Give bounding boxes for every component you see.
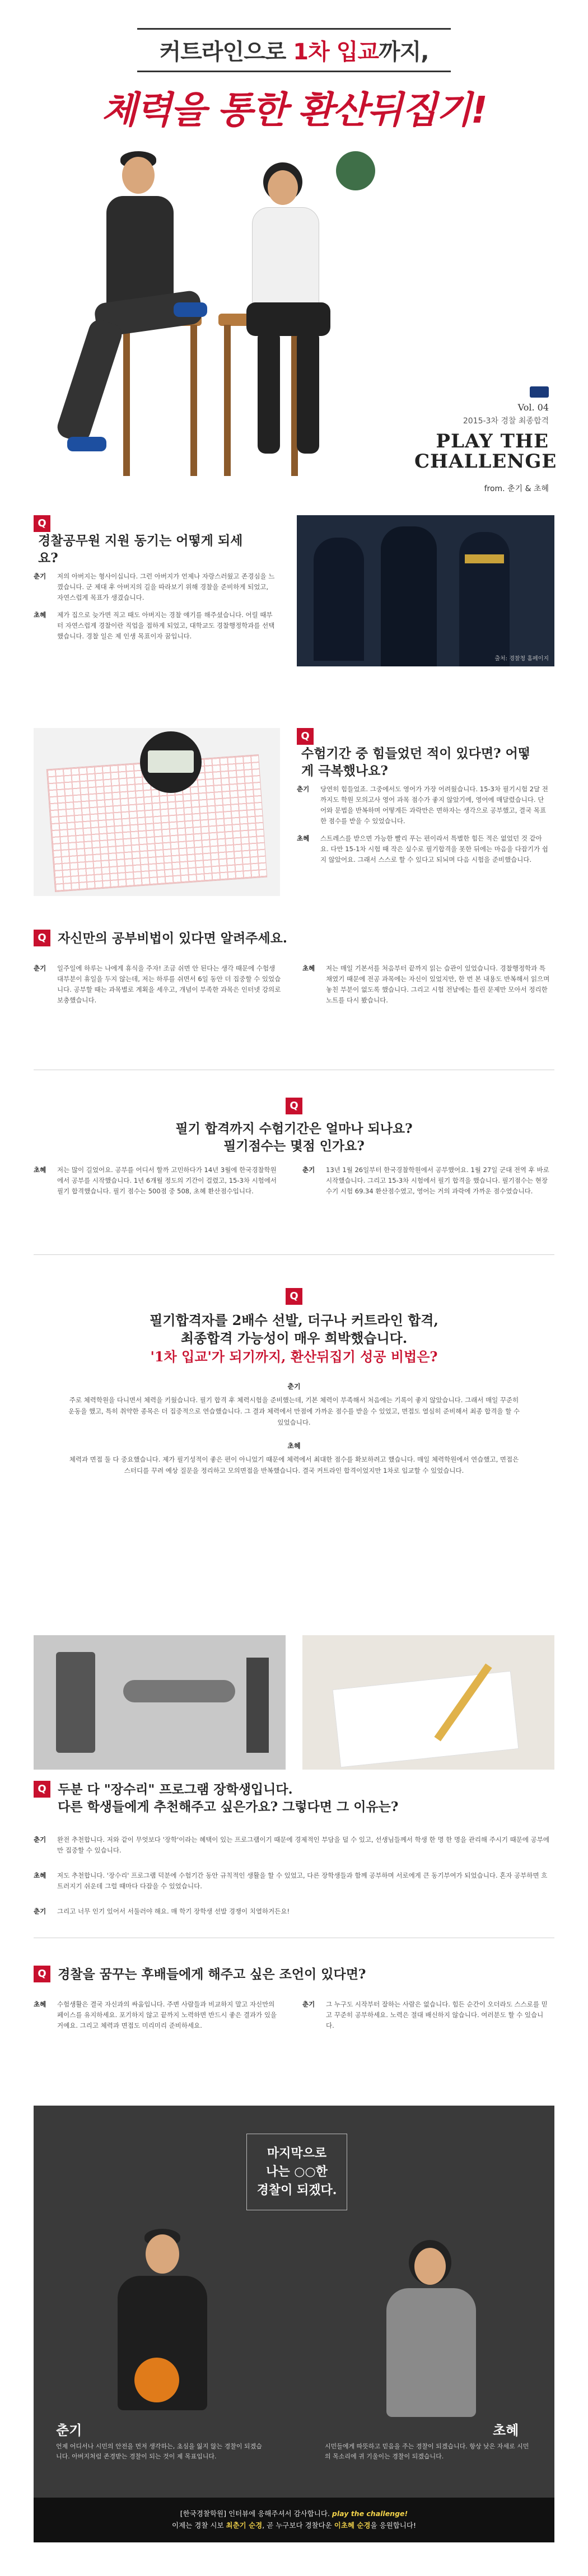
answer-text: 그 누구도 시작부터 잘하는 사람은 없습니다. 힘든 순간이 오더라도 스스로를 믿고 꾸준히 공부하세요. 노력은 절대 배신하지 않습니다. 여러분도 할 수 있습니다. <box>326 2000 548 2029</box>
play-title <box>414 430 557 473</box>
photo-row <box>34 1635 554 1770</box>
hero <box>0 0 588 521</box>
answer <box>302 1999 554 2031</box>
question <box>34 515 280 567</box>
question-title-line: '1차 입교'가 되기까지, 환산뒤집기 성공 비법은? <box>150 1348 438 1365</box>
closing-name2: 이초혜 순경 <box>334 2521 371 2530</box>
speaker-name: 춘기 <box>302 1166 315 1174</box>
answer-text: 수험생활은 결국 자신과의 싸움입니다. 주변 사람들과 비교하지 말고 자신만의 페이스를 유지하세요. 포기하지 않고 끝까지 노력하면 반드시 좋은 결과가 있을 거예요. 그리고 체력과 면접도 미리미리 준비하세요. <box>57 2000 277 2029</box>
qa-hardship <box>34 728 554 918</box>
gym-photo <box>34 1635 286 1770</box>
answer <box>297 784 554 827</box>
qa-advice <box>34 1966 554 2094</box>
police-badge-icon <box>530 386 549 398</box>
answer-text: 일주일에 하루는 나에게 휴식을 주자! 조금 쉬면 안 된다는 생각 때문에 수험생 대부분이 휴일을 두지 않는데, 저는 하루를 쉬면서 6일 동안 더 집중할 수 있었습니다. 공부할 때는 과목별로 계획을 세우고, 개념이 부족한 과목은 인터넷 강의로 보충했습니다. <box>57 964 281 1004</box>
answer-text: 완전 추천합니다. 저와 같이 무엇보다 '장학'이라는 혜택이 있는 프로그램이기 때문에 경제적인 부담을 덜 수 있고, 선생님들께서 학생 한 명 한 명을 관리해 주시기 때문에 공부에만 집중할 수 있습니다. <box>57 1836 549 1854</box>
speaker-name: 춘기 <box>297 785 310 793</box>
answer <box>34 963 286 1006</box>
answer-text: 체력과 면접 둘 다 중요했습니다. 제가 필기성적이 좋은 편이 아니었기 때문에 체력에서 최대한 점수를 확보하려고 했습니다. 매일 체력학원에서 연습했고, 면접은 스터디를 꾸려 예상 질문을 정리하고 모의면접을 반복했습니다. 결국 커트라인 합격이었지만 1차로 입교할 수 있었습니다. <box>69 1455 519 1474</box>
q-badge: Q <box>297 728 314 745</box>
speaker-name: 춘기 <box>34 1836 46 1844</box>
motto-line: 경찰이 되겠다. <box>256 2183 337 2197</box>
speaker-name: 초혜 <box>34 1166 46 1174</box>
answer <box>34 1870 554 1892</box>
speaker-name: 춘기 <box>287 1383 301 1391</box>
hero-headline <box>34 28 554 133</box>
speaker-name: 춘기 <box>34 572 46 580</box>
police-ceremony-photo <box>297 515 554 666</box>
play-line1: PLAY THE <box>436 430 549 452</box>
q-badge: Q <box>34 930 50 946</box>
qa-study-method <box>34 930 554 1075</box>
closing-line1-em: play the challenge! <box>332 2509 408 2518</box>
answer <box>34 1999 286 2031</box>
answer <box>34 1165 286 1197</box>
play-line2: CHALLENGE <box>414 450 557 473</box>
divider <box>34 1254 554 1255</box>
question-title-line: 필기 합격까지 수험기간은 얼마나 되나요? <box>175 1121 413 1136</box>
question-title-line: 필기합격자를 2배수 선발, 더구나 커트라인 합격, <box>150 1312 438 1328</box>
answer <box>34 571 280 603</box>
q-badge: Q <box>286 1098 302 1114</box>
qa-exam-period <box>34 1092 554 1260</box>
answers <box>34 1382 554 1476</box>
hero-line1-strong: 1차 입교 <box>293 39 379 65</box>
hero-photo <box>34 129 381 487</box>
motto-box <box>246 2134 347 2210</box>
question-title <box>34 1120 554 1155</box>
closing-line2-mid: , 곧 누구보다 경찰다운 <box>262 2521 334 2530</box>
right-text: 시민들에게 따뜻하고 믿음을 주는 경찰이 되겠습니다. 항상 낮은 자세로 시민의 목소리에 귀 기울이는 경찰이 되겠습니다. <box>325 2443 529 2460</box>
vol-number: Vol. 04 <box>517 402 549 413</box>
question-title: 경찰공무원 지원 동기는 어떻게 되세요? <box>38 533 243 566</box>
question-title-line: 필기점수는 몇점 인가요? <box>223 1138 365 1154</box>
answer-text: 저의 아버지는 형사이십니다. 그런 아버지가 언제나 자랑스러웠고 존경심을 느꼈습니다. 군 제대 후 아버지의 길을 따라보기 위해 경찰을 준비하게 되었고, 자연스럽게 목표가 생겼습니다. <box>57 572 275 601</box>
q-badge: Q <box>34 1781 50 1798</box>
question-title-line: 다른 학생들에게 추천해주고 싶은가요? 그렇다면 그 이유는? <box>58 1799 399 1815</box>
speaker-name: 초혜 <box>34 610 46 619</box>
answer <box>34 1906 554 1917</box>
qa-program <box>34 1781 554 1943</box>
vol-subtitle: 2015-3차 경찰 최종합격 <box>463 417 549 426</box>
answers <box>297 784 554 865</box>
question <box>34 930 554 947</box>
left-name: 춘기 <box>56 2422 82 2438</box>
closing-line2 <box>34 2519 554 2531</box>
closing-line1 <box>34 2508 554 2519</box>
answer-text: 당연히 힘들었죠. 그중에서도 영어가 가장 어려웠습니다. 15-3차 필기시험 2달 전까지도 학원 모의고사 영어 과목 점수가 좋지 않았기에, 영어에 매달렸습니다. 단어와 문법을 반복하며 어떻게든 과락만은 면하자는 생각으로 공부했고, 결국 목표한 점수를 받을 수 있었습니다. <box>320 785 548 825</box>
motto-line: 나는 ○○한 <box>266 2164 328 2179</box>
question-title <box>58 1781 539 1816</box>
question-title <box>34 1312 554 1366</box>
study-photo <box>302 1635 554 1770</box>
question-title: 경찰을 꿈꾸는 후배들에게 해주고 싶은 조언이 있다면? <box>58 1967 366 1982</box>
answers <box>34 571 280 642</box>
closing-line1-prefix: [한국경찰학원] 인터뷰에 응해주셔서 감사합니다. <box>180 2509 332 2518</box>
speaker-name: 춘기 <box>302 2000 315 2008</box>
answer-text: 저도 추천합니다. '장수리' 프로그램 덕분에 수험기간 동안 규칙적인 생활을 할 수 있었고, 다른 장학생들과 함께 공부하며 서로에게 큰 동기부여가 되었습니다. 혼자 공부하면 흐트러지기 쉬운데 그럴 때마다 다잡을 수 있었습니다. <box>57 1872 548 1890</box>
answer-text: 13년 1월 26일부터 한국경찰학원에서 공부했어요. 1월 27일 군대 전역 후 바로 시작했습니다. 그리고 15-3차 시험에서 필기 합격을 했습니다. 필기점수는 현장 수기 시험 69.34 환산점수였고, 영어는 거의 과락에 가까운 점수였습니다. <box>326 1166 549 1195</box>
answer-text: 주로 체력학원을 다니면서 체력을 키웠습니다. 필기 합격 후 체력시험을 준비했는데, 기본 체력이 부족해서 처음에는 기록이 좋지 않았습니다. 그래서 매일 꾸준히 운동을 했고, 특히 취약한 종목은 더 집중적으로 연습했습니다. 그 결과 체력에서 만점에 가까운 점수를 받을 수 있었고, 면접도 열심히 준비해서 최종 합격을 할 수 있었습니다. <box>68 1396 520 1427</box>
medicine-ball-icon <box>336 151 375 190</box>
photo-caption: 출처: 경찰청 홈페이지 <box>494 656 549 662</box>
speaker-name: 초혜 <box>34 1872 46 1879</box>
closing-line2-prefix: 이제는 경찰 시보 <box>172 2521 226 2530</box>
question-title-line: 두분 다 "장수리" 프로그램 장학생입니다. <box>58 1782 293 1797</box>
answer-text: 저는 매일 기본서를 처음부터 끝까지 읽는 습관이 있었습니다. 경찰행정학과 특채였기 때문에 전공 과목에는 자신이 있었지만, 한 번 본 내용도 반복해서 읽으며 놓친 부분이 없도록 했습니다. 그리고 시험 전날에는 틀린 문제만 모아서 정리한 노트를 다시 봤습니다. <box>326 964 550 1004</box>
question-title: 자신만의 공부비법이 있다면 알려주세요. <box>58 931 287 946</box>
hero-line1-prefix: 커트라인으로 <box>159 39 293 65</box>
speaker-name: 초혜 <box>287 1441 301 1450</box>
question-title-line: 최종합격 가능성이 매우 희박했습니다. <box>180 1330 408 1347</box>
answer <box>302 963 554 1006</box>
speaker-name: 초혜 <box>297 834 310 842</box>
closing-section <box>34 2106 554 2542</box>
speaker-name: 춘기 <box>34 964 46 972</box>
stopwatch-icon <box>140 731 202 793</box>
woman-figure-icon <box>224 162 370 476</box>
answer <box>34 610 280 642</box>
closing-bar <box>34 2498 554 2542</box>
from-line: from. 춘기 & 초혜 <box>484 484 549 494</box>
question <box>34 1092 554 1155</box>
hero-line2: 체력을 통한 환산뒤집기! <box>101 88 487 132</box>
speaker-name: 춘기 <box>34 1907 46 1915</box>
left-text: 언제 어디서나 시민의 안전을 먼저 생각하는, 초심을 잃지 않는 경찰이 되겠습니다. 아버지처럼 존경받는 경찰이 되는 것이 제 목표입니다. <box>56 2443 262 2460</box>
answer <box>302 1165 554 1197</box>
vol-block <box>414 386 557 494</box>
q-badge: Q <box>34 515 50 532</box>
closing-line2-suffix: 을 응원합니다! <box>370 2521 416 2530</box>
kettlebell-icon <box>134 2358 179 2402</box>
answer-text: 그리고 너무 인기 있어서 서둘러야 해요. 매 학기 장학생 선발 경쟁이 치열하거든요! <box>57 1907 290 1915</box>
right-name: 초혜 <box>493 2422 519 2438</box>
man-figure-icon <box>67 151 213 465</box>
question <box>34 1966 554 1983</box>
motto-line: 마지막으로 <box>267 2146 327 2160</box>
q-badge: Q <box>286 1288 302 1305</box>
question <box>34 1781 554 1816</box>
qa-score-reversal <box>34 1288 554 1624</box>
speaker-name: 초혜 <box>34 2000 46 2008</box>
question-title: 수험기간 중 힘들었던 적이 있다면? 어떻게 극복했나요? <box>301 746 531 779</box>
question <box>34 1288 554 1366</box>
speaker-name: 초혜 <box>302 964 315 972</box>
answer-text: 저는 많이 길었어요. 공부를 어디서 할까 고민하다가 14년 3월에 한국경찰학원에서 공부를 시작했습니다. 1년 6개월 정도의 기간이 걸렸고, 15-3차 시험에서 필기 합격했습니다. 필기 점수는 500점 중 508, 초혜 환산점수입니다. <box>57 1166 277 1195</box>
answer <box>34 1835 554 1856</box>
answer <box>297 833 554 865</box>
hero-line1-suffix: 까지, <box>378 39 429 65</box>
answer-text: 스트레스를 받으면 가능한 빨리 푸는 편이라서 특별한 힘든 적은 없었던 것 같아요. 다만 15-1차 시험 때 작은 실수로 필기합격을 못한 뒤에는 마음을 다잡기가 쉽지 않았어요. 그래서 스스로 할 수 있다고 되뇌며 다음 시험을 준비했습니다. <box>320 834 548 864</box>
hero-line1 <box>137 28 451 72</box>
qa-motivation <box>34 515 554 717</box>
stopwatch-omr-photo <box>34 728 280 896</box>
answer-text: 제가 집으로 늦가면 직고 때도 아버지는 경찰 얘기를 해주셨습니다. 어릴 때부터 자연스럽게 경찰이란 직업을 접하게 되었고, 대학교도 경찰행정학과를 선택했습니다. 경찰 일은 제 인생 목표이자 꿈입니다. <box>57 610 275 640</box>
q-badge: Q <box>34 1966 50 1982</box>
closing-name1: 최춘기 순경 <box>226 2521 263 2530</box>
question <box>297 728 554 780</box>
